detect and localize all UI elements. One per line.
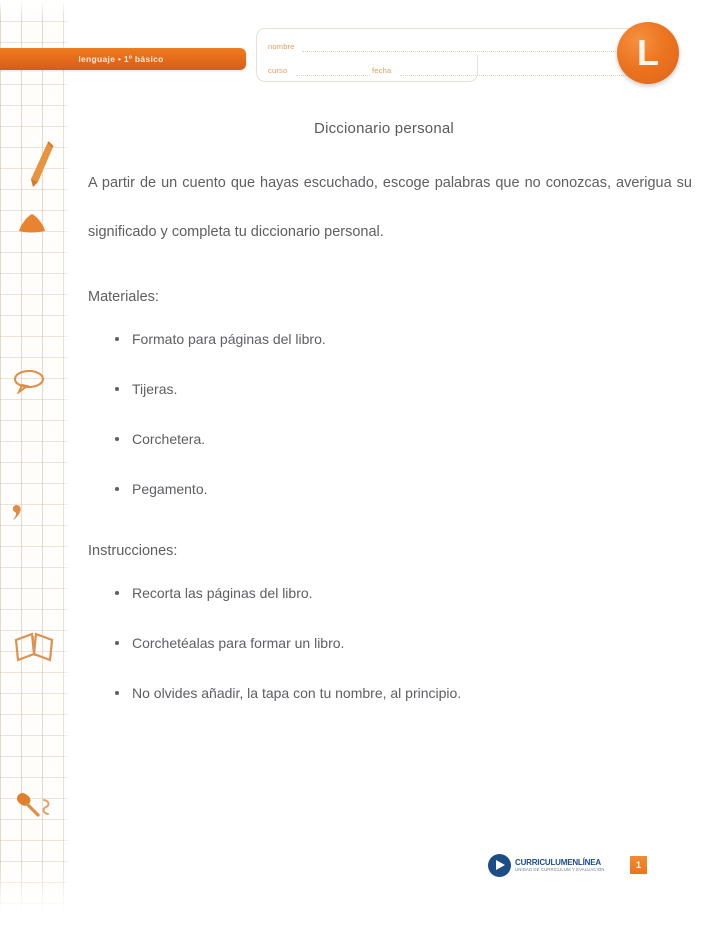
- materials-list: [88, 329, 698, 499]
- intro-paragraph: A partir de un cuento que hayas escuchado, escoge palabras que no conozcas, averigua su significado y completa tu diccionario personal.: [88, 175, 692, 240]
- list-item: Formato para páginas del libro.: [132, 329, 698, 349]
- logo-secondary-text: UNIDAD DE CURRICULUM Y EVALUACIÓN: [515, 866, 605, 872]
- logo-text-block: [515, 859, 605, 873]
- curso-write-line: [296, 75, 370, 76]
- page-title: Diccionario personal: [314, 120, 454, 137]
- list-item: Corchetéalas para formar un libro.: [132, 633, 698, 653]
- list-item: No olvides añadir, la tapa con tu nombre, al principio.: [132, 683, 698, 703]
- curriculum-en-linea-logo: [488, 854, 605, 877]
- student-info-card: [256, 28, 478, 82]
- subject-banner: [0, 48, 246, 70]
- paint-blob-doodle-icon: [17, 212, 47, 239]
- fecha-write-line: [400, 75, 650, 76]
- page-footer: [480, 852, 680, 886]
- materials-heading: Materiales:: [88, 289, 159, 305]
- nombre-field-label: nombre: [268, 42, 295, 51]
- nombre-write-line: [302, 51, 662, 52]
- open-book-doodle-icon: [12, 630, 56, 669]
- list-item: Pegamento.: [132, 479, 698, 499]
- instructions-list: [88, 583, 698, 703]
- fecha-field-label: fecha: [372, 66, 392, 75]
- logo-primary-text: CURRICULUMENLÍNEA: [515, 857, 601, 867]
- page-header: [0, 0, 720, 105]
- curso-field-label: curso: [268, 66, 288, 75]
- worksheet-content: [88, 120, 698, 703]
- subject-badge-letter: L: [637, 32, 659, 73]
- pencil-doodle-icon: [26, 138, 56, 201]
- subject-banner-label: lenguaje • 1º básico: [78, 54, 164, 64]
- subject-badge: [617, 22, 679, 84]
- comma-doodle-icon: [10, 502, 26, 527]
- speech-bubble-doodle-icon: [12, 368, 46, 399]
- list-item: Corchetera.: [132, 429, 698, 449]
- list-item: Tijeras.: [132, 379, 698, 399]
- play-triangle-icon: [488, 854, 511, 877]
- page-number-badge: 1: [630, 856, 647, 874]
- instructions-heading: Instrucciones:: [88, 543, 178, 559]
- grid-fade-bottom: [0, 863, 72, 933]
- microphone-doodle-icon: [14, 790, 58, 827]
- list-item: Recorta las páginas del libro.: [132, 583, 698, 603]
